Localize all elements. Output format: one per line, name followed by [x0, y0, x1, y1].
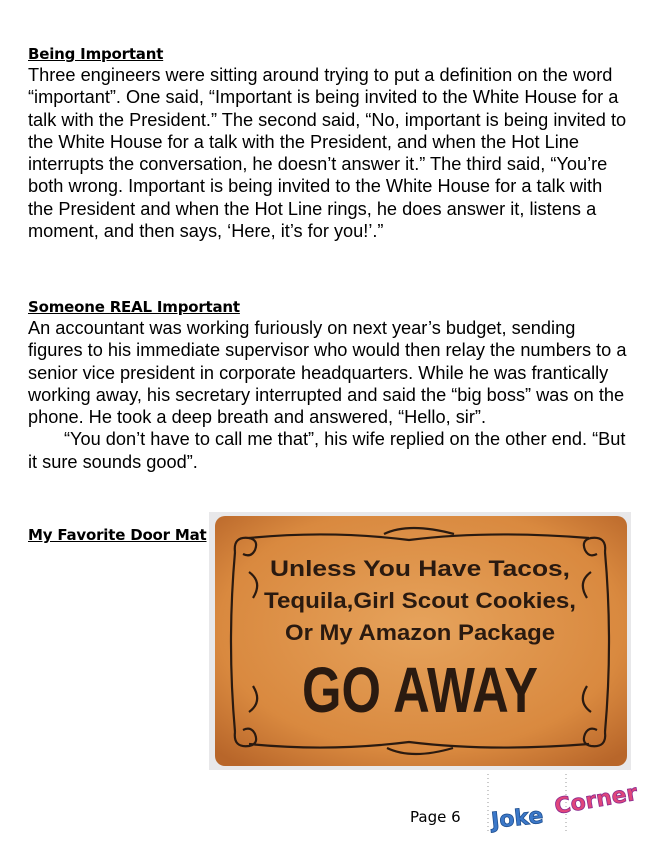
story-2-paragraph-1: An accountant was working furiously on next year’s budget, sending figures to his immediate supervisor who would then relay the numbers to a senior vice president in corporate headquarters. While he was frantically working away, his secretary interrupted and said the “big boss” was on the phone. He took a deep breath and answered, “Hello, sir”.	[28, 318, 627, 428]
story-2-title: Someone REAL Important	[28, 298, 240, 316]
story-1-title: Being Important	[28, 45, 164, 63]
mat-line-4: GO AWAY	[302, 654, 538, 726]
mat-line-3: Or My Amazon Package	[285, 620, 555, 645]
door-mat-title: My Favorite Door Mat	[28, 526, 207, 544]
page-number: Page 6	[410, 808, 461, 826]
story-2-paragraph-2: “You don’t have to call me that”, his wife replied on the other end. “But it sure sounds good”.	[28, 429, 626, 472]
door-mat-photo	[209, 512, 631, 770]
logo-word-joke: Joke	[490, 803, 545, 834]
mat-line-1: Unless You Have Tacos,	[270, 556, 570, 581]
story-1-body	[28, 64, 628, 242]
story-1-paragraph: Three engineers were sitting around trying to put a definition on the word “important”. One said, “Important is being invited to the White House for a talk with the President.” The second said, “No, important is being invited to the White House for a talk with the President, and when the Hot Line interrupts the conversation, he doesn’t answer it.” The third said, “You’re both wrong. Important is being invited to the White House for a talk with the President and when the Hot Line rings, he does answer it, listens a moment, and then says, ‘Here, it’s for you!’.”	[28, 65, 627, 242]
mat-line-2: Tequila,Girl Scout Cookies,	[264, 588, 576, 613]
story-2-body	[28, 317, 628, 473]
joke-corner-logo	[486, 772, 646, 836]
logo-word-corner: Corner	[552, 780, 640, 820]
